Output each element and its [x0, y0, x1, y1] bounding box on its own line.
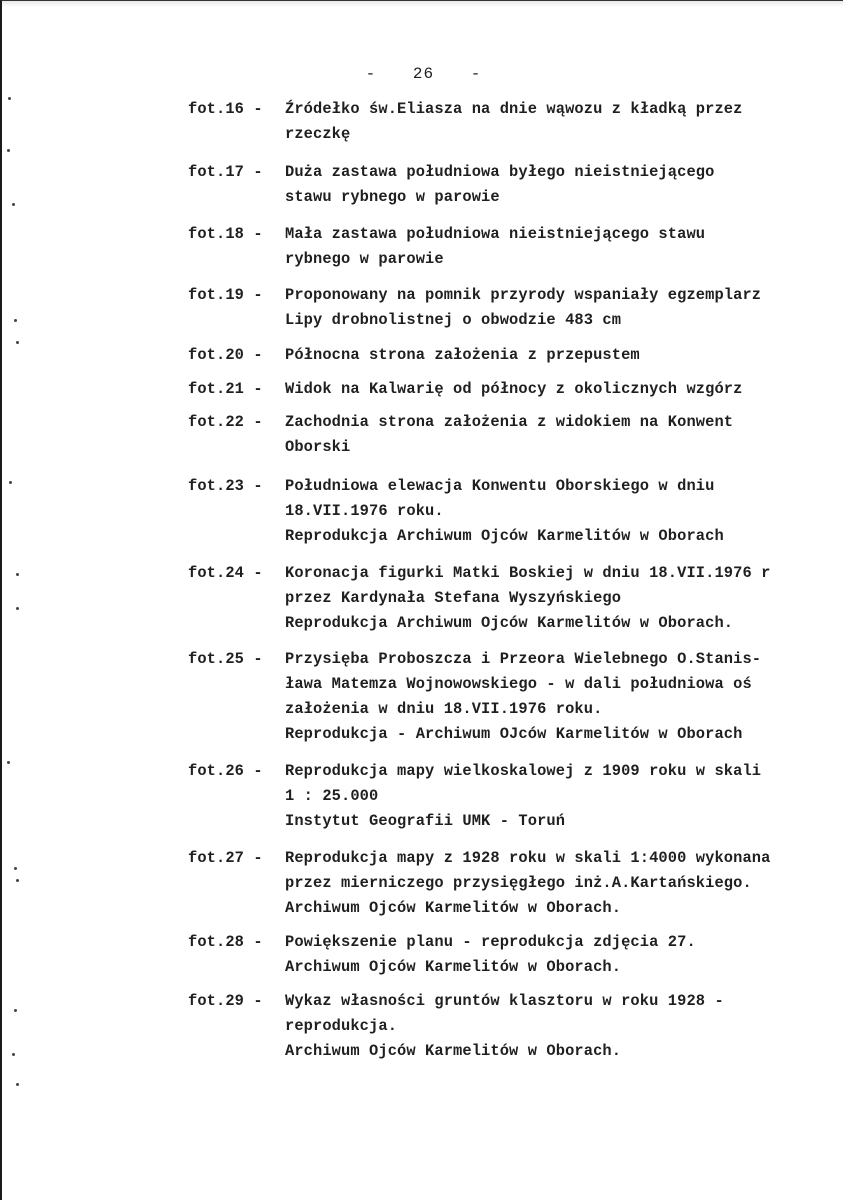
photo-caption-line: Powiększenie planu - reprodukcja zdjęcia 27.	[285, 933, 696, 951]
photo-caption-line: ława Matemza Wojnowowskiego - w dali południowa oś	[285, 675, 752, 693]
photo-caption-line: Oborski	[285, 438, 351, 456]
photo-caption-line: Koronacja figurki Matki Boskiej w dniu 18.VII.1976 r	[285, 564, 771, 582]
photo-caption-label: fot.25 -	[188, 650, 263, 668]
photo-caption-line: założenia w dniu 18.VII.1976 roku.	[285, 700, 603, 718]
photo-caption-line: Reprodukcja mapy z 1928 roku w skali 1:4000 wykonana	[285, 849, 771, 867]
photo-caption-label: fot.18 -	[188, 225, 263, 243]
photo-caption-20	[188, 343, 640, 368]
photo-caption-line: Archiwum Ojców Karmelitów w Oborach.	[285, 1042, 622, 1060]
margin-mark	[7, 761, 10, 764]
photo-caption-line: stawu rybnego w parowie	[285, 188, 500, 206]
margin-mark	[9, 481, 12, 484]
photo-caption-label: fot.28 -	[188, 933, 263, 951]
photo-caption-label: fot.24 -	[188, 564, 263, 582]
photo-caption-29	[188, 989, 724, 1064]
margin-mark	[14, 1009, 17, 1012]
photo-caption-line: Reprodukcja mapy wielkoskalowej z 1909 roku w skali	[285, 762, 762, 780]
photo-caption-label: fot.20 -	[188, 346, 263, 364]
photo-caption-line: Przysięba Proboszcza i Przeora Wielebnego O.Stanis-	[285, 650, 762, 668]
photo-caption-line: przez Kardynała Stefana Wyszyńskiego	[285, 589, 622, 607]
photo-caption-line: Duża zastawa południowa byłego nieistniejącego	[285, 163, 715, 181]
photo-caption-16	[188, 97, 742, 147]
margin-marks	[2, 1, 22, 1200]
photo-caption-19	[188, 283, 761, 333]
photo-caption-line: Reprodukcja Archiwum Ojców Karmelitów w Oborach.	[285, 614, 734, 632]
margin-mark	[16, 1083, 19, 1086]
page-number-dash-right: -	[470, 65, 482, 83]
photo-caption-line: Mała zastawa południowa nieistniejącego stawu	[285, 225, 706, 243]
photo-caption-line: rzeczkę	[285, 125, 351, 143]
photo-caption-line: Lipy drobnolistnej o obwodzie 483 cm	[285, 311, 622, 329]
photo-caption-line: Zachodnia strona założenia z widokiem na Konwent	[285, 413, 734, 431]
photo-caption-26	[188, 759, 761, 834]
photo-caption-label: fot.16 -	[188, 100, 263, 118]
photo-caption-line: Archiwum Ojców Karmelitów w Oborach.	[285, 958, 622, 976]
photo-caption-line: przez mierniczego przysięgłego inż.A.Kartańskiego.	[285, 874, 752, 892]
photo-caption-label: fot.23 -	[188, 477, 263, 495]
photo-caption-line: Północna strona założenia z przepustem	[285, 346, 640, 364]
photo-caption-label: fot.22 -	[188, 413, 263, 431]
page-number-value: 26	[412, 65, 435, 83]
photo-caption-label: fot.19 -	[188, 286, 263, 304]
photo-caption-line: Proponowany na pomnik przyrody wspaniały egzemplarz	[285, 286, 762, 304]
photo-caption-label: fot.17 -	[188, 163, 263, 181]
photo-caption-line: rybnego w parowie	[285, 250, 444, 268]
page-number	[2, 65, 843, 83]
photo-caption-23	[188, 474, 724, 549]
margin-mark	[12, 203, 15, 206]
margin-mark	[8, 97, 11, 100]
margin-mark	[14, 319, 17, 322]
margin-mark	[12, 1053, 15, 1056]
photo-caption-line: Archiwum Ojców Karmelitów w Oborach.	[285, 899, 622, 917]
margin-mark	[16, 879, 19, 882]
photo-caption-line: Południowa elewacja Konwentu Oborskiego w dniu	[285, 477, 715, 495]
photo-caption-line: 18.VII.1976 roku.	[285, 502, 444, 520]
margin-mark	[16, 573, 19, 576]
photo-caption-label: fot.29 -	[188, 992, 263, 1010]
photo-caption-line: Widok na Kalwarię od północy z okolicznych wzgórz	[285, 380, 743, 398]
photo-caption-28	[188, 930, 696, 980]
photo-caption-label: fot.27 -	[188, 849, 263, 867]
margin-mark	[7, 149, 10, 152]
photo-caption-27	[188, 846, 770, 921]
margin-mark	[14, 867, 17, 870]
photo-caption-line: 1 : 25.000	[285, 787, 379, 805]
photo-caption-line: Reprodukcja - Archiwum OJców Karmelitów w Oborach	[285, 725, 743, 743]
margin-mark	[16, 341, 19, 344]
photo-caption-22	[188, 410, 733, 460]
photo-caption-24	[188, 561, 770, 636]
page-number-dash-left: -	[365, 65, 377, 83]
photo-caption-line: Źródełko św.Eliasza na dnie wąwozu z kładką przez	[285, 100, 743, 118]
photo-caption-label: fot.21 -	[188, 380, 263, 398]
photo-caption-17	[188, 160, 714, 210]
photo-caption-line: Reprodukcja Archiwum Ojców Karmelitów w Oborach	[285, 527, 724, 545]
photo-caption-line: reprodukcja.	[285, 1017, 398, 1035]
photo-caption-line: Instytut Geografii UMK - Toruń	[285, 812, 566, 830]
margin-mark	[16, 607, 19, 610]
photo-caption-label: fot.26 -	[188, 762, 263, 780]
photo-caption-25	[188, 647, 761, 747]
photo-caption-21	[188, 377, 742, 402]
photo-caption-18	[188, 222, 705, 272]
photo-caption-line: Wykaz własności gruntów klasztoru w roku 1928 -	[285, 992, 724, 1010]
